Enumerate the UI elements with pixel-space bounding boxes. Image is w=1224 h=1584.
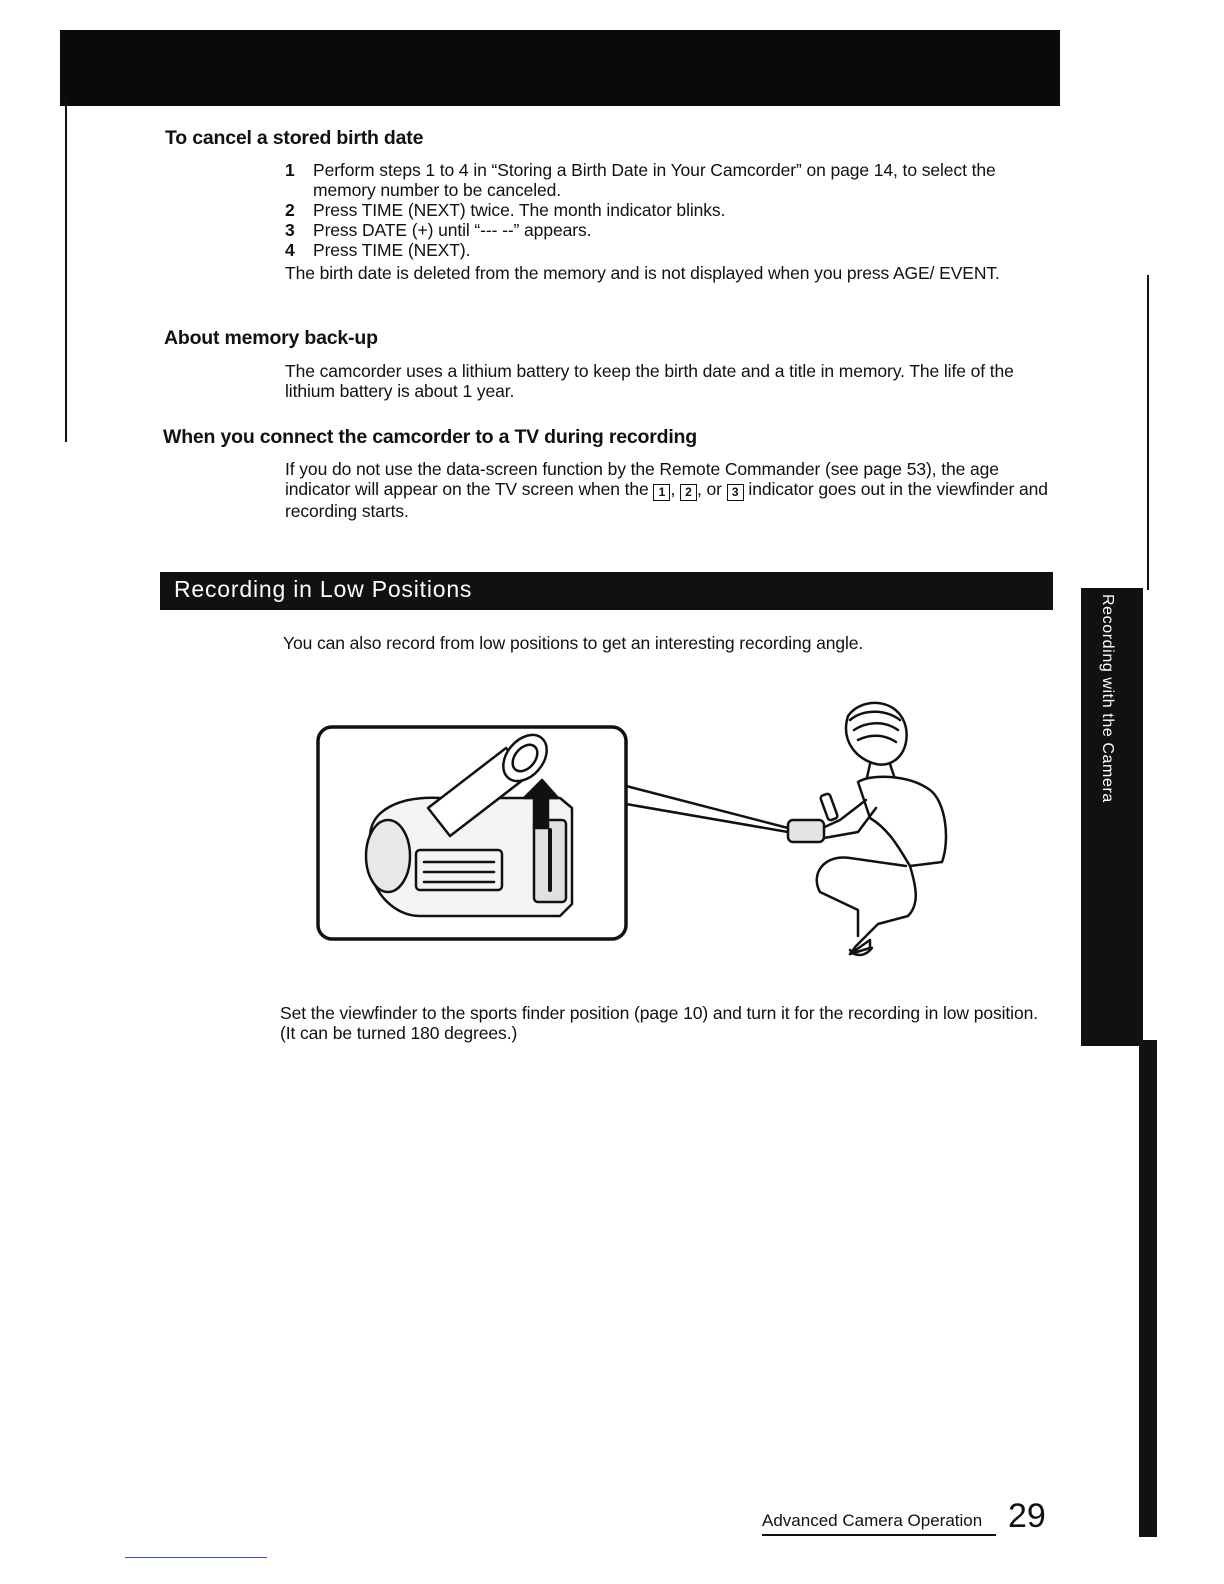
footer-label-underline [762, 1534, 996, 1536]
cancel-steps-list [285, 160, 1045, 260]
indicator-box-2: 2 [680, 484, 697, 501]
crouching-person-figure [788, 703, 946, 955]
cancel-result-text: The birth date is deleted from the memory and is not displayed when you press AGE/ EVENT. [285, 263, 1000, 283]
header-bar [60, 30, 1060, 106]
chapter-side-tab [1081, 588, 1143, 1046]
section-title: Recording in Low Positions [174, 576, 473, 602]
right-edge-bar [1139, 1040, 1157, 1537]
right-margin-rule [1147, 275, 1149, 590]
step-item: 4 Press TIME (NEXT). [285, 240, 471, 260]
cancel-heading: To cancel a stored birth date [165, 127, 424, 149]
low-position-intro: You can also record from low positions to get an interesting recording angle. [283, 633, 864, 653]
section-title-bar [160, 572, 1053, 610]
chapter-side-tab-label: Recording with the Camera [1099, 594, 1116, 803]
footer-section-label: Advanced Camera Operation [762, 1511, 983, 1530]
left-margin-rule [65, 100, 67, 442]
step-item: 1 Perform steps 1 to 4 in “Storing a Birth Date in Your Camcorder” on page 14, to select the memory number to be canceled. [285, 160, 996, 200]
indicator-box-1: 1 [653, 484, 670, 501]
low-position-caption: Set the viewfinder to the sports finder position (page 10) and turn it for the recording in low position. (It can be turned 180 degrees.) [280, 1003, 1038, 1043]
low-position-illustration [310, 690, 960, 960]
indicator-box-3: 3 [727, 484, 744, 501]
backup-heading: About memory back-up [164, 327, 378, 349]
step-item: 3 Press DATE (+) until “--- --” appears. [285, 220, 592, 240]
camcorder-closeup-icon [366, 727, 572, 916]
backup-body-text: The camcorder uses a lithium battery to keep the birth date and a title in memory. The life of the lithium battery is about 1 year. [285, 361, 1014, 401]
tv-heading: When you connect the camcorder to a TV during recording [163, 426, 697, 448]
step-item: 2 Press TIME (NEXT) twice. The month indicator blinks. [285, 200, 726, 220]
page-number: 29 [1008, 1497, 1046, 1535]
footer-left-rule [125, 1557, 267, 1558]
tv-body-text: If you do not use the data-screen function by the Remote Commander (see page 53), the age indicator will appear on the TV screen when the 1 , 2 , or 3 indicator goes out in the viewfinder and recording starts. [285, 459, 1048, 521]
